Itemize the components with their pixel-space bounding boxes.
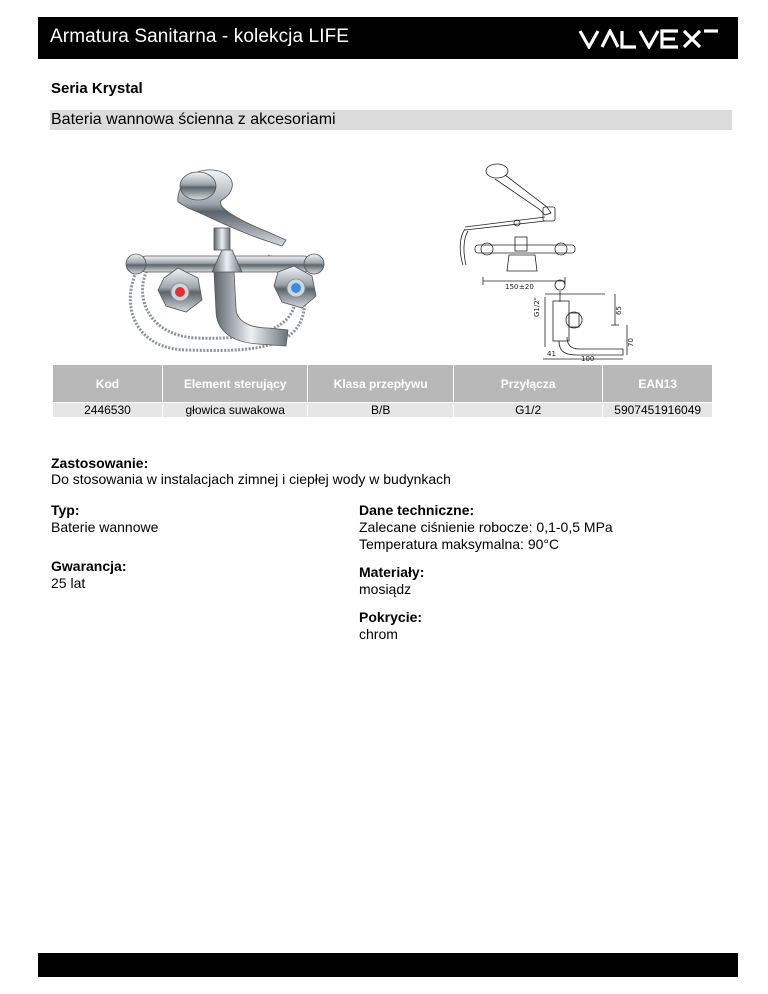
column-header: Element sterujący: [162, 365, 307, 403]
footer-bar: [38, 953, 738, 977]
valvex-logo: [578, 29, 720, 49]
technical-drawing: [455, 157, 635, 362]
column-header: EAN13: [603, 365, 713, 403]
table-cell: B/B: [308, 403, 454, 418]
header-title: Armatura Sanitarna - kolekcja LIFE: [50, 26, 350, 47]
product-band: [50, 110, 732, 130]
dim-100: 100: [581, 355, 595, 362]
table-cell: 5907451916049: [603, 403, 713, 418]
tech-label: Dane techniczne:: [359, 502, 475, 518]
table-header-row: [53, 365, 713, 403]
dim-g12: G1/2": [533, 297, 541, 317]
dim-65: 65: [615, 306, 623, 315]
dim-41: 41: [547, 350, 556, 358]
type-label: Typ:: [51, 502, 80, 518]
tech-pressure: Zalecane ciśnienie robocze: 0,1-0,5 MPa: [359, 519, 613, 535]
usage-label: Zastosowanie:: [51, 455, 149, 471]
spec-table: [52, 364, 713, 418]
table-cell: 2446530: [53, 403, 163, 418]
holder: [214, 228, 230, 250]
table-cell: G1/2: [453, 403, 602, 418]
faucet-photo: [118, 160, 328, 360]
tech-temperature: Temperatura maksymalna: 90°C: [359, 536, 560, 552]
usage-text: Do stosowania w instalacjach zimnej i ciepłej wody w budynkach: [51, 471, 451, 487]
header-bar: [38, 17, 738, 59]
table-cell: głowica suwakowa: [162, 403, 307, 418]
hot-knob: [158, 268, 202, 312]
table-row: [53, 403, 713, 418]
column-header: Klasa przepływu: [308, 365, 454, 403]
warranty-label: Gwarancja:: [51, 558, 127, 574]
coating-label: Pokrycie:: [359, 609, 423, 625]
materials-value: mosiądz: [359, 581, 412, 597]
materials-label: Materiały:: [359, 564, 425, 580]
series-title: Seria Krystal: [51, 80, 143, 97]
product-title: Bateria wannowa ścienna z akcesoriami: [51, 111, 336, 128]
column-header: Kod: [53, 365, 163, 403]
dim-tolerance: ±20: [519, 283, 534, 291]
dim-70: 70: [627, 338, 635, 347]
column-header: Przyłącza: [453, 365, 602, 403]
details-right: [359, 502, 613, 654]
coating-value: chrom: [359, 626, 398, 642]
details-left: [51, 502, 158, 603]
dim-150: 150: [505, 283, 519, 291]
warranty-value: 25 lat: [51, 575, 86, 591]
type-value: Baterie wannowe: [51, 519, 159, 535]
